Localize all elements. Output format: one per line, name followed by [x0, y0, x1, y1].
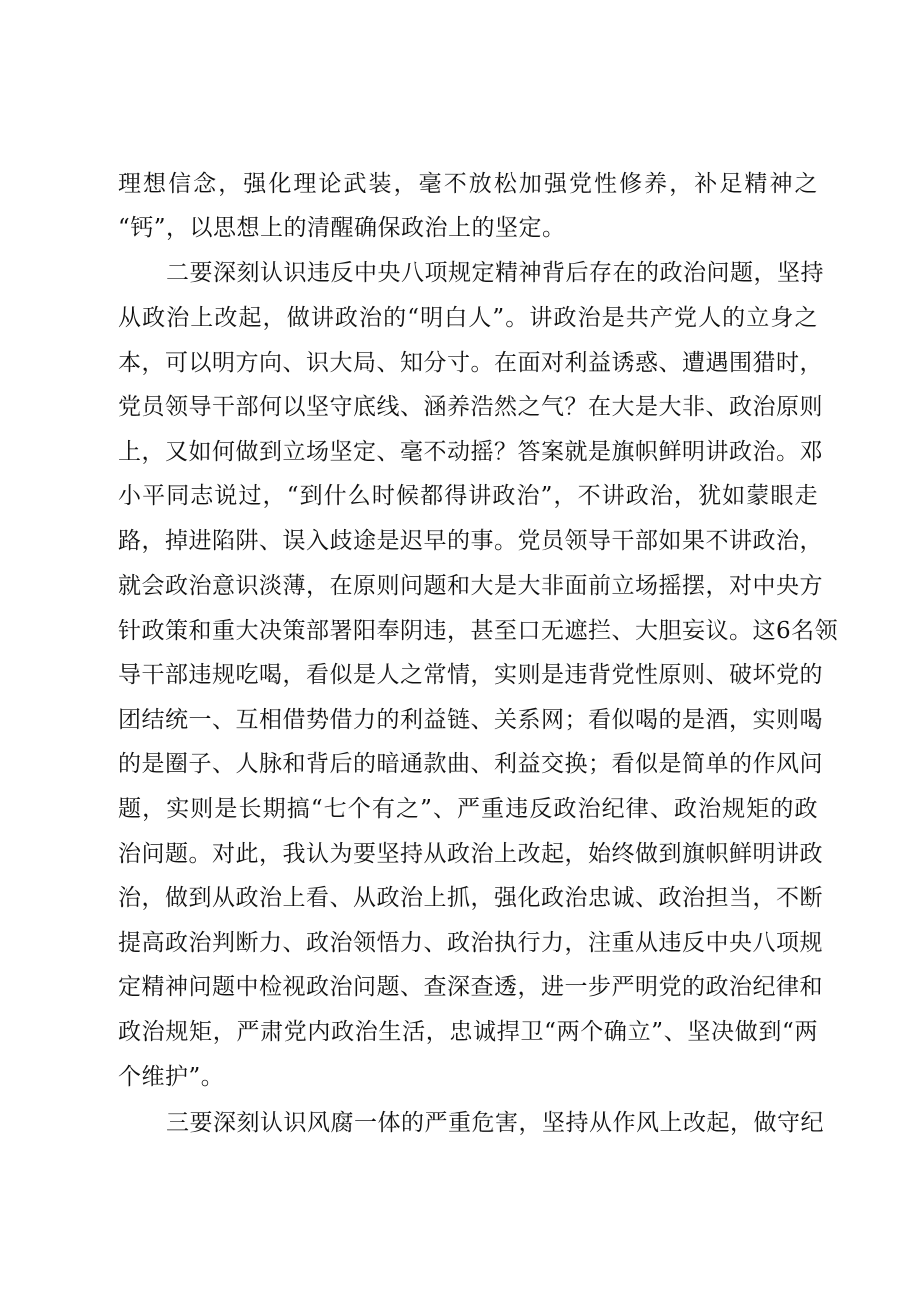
text-line: 本，可以明方向、识大局、知分寸。在面对利益诱惑、遭遇围猎时，	[118, 350, 823, 376]
text-line: 小平同志说过，“到什么时候都得讲政治”，不讲政治，犹如蒙眼走	[118, 483, 818, 509]
text-line: 针政策和重大决策部署阳奉阴违，甚至口无遮拦、大胆妄议。这6名领	[118, 618, 839, 644]
text-line: 提高政治判断力、政治领悟力、政治执行力，注重从违反中央八项规	[118, 930, 823, 956]
text-line: 治，做到从政治上看、从政治上抓，强化政治忠诚、政治担当，不断	[118, 885, 823, 911]
text-line: 治问题。对此，我认为要坚持从政治上改起，始终做到旗帜鲜明讲政	[118, 841, 823, 867]
paragraph-start-line: 三要深刻认识风腐一体的严重危害，坚持从作风上改起，做守纪	[166, 1110, 824, 1136]
paragraph-start-line: 二要深刻认识违反中央八项规定精神背后存在的政治问题，坚持	[166, 260, 824, 286]
text-line: 党员领导干部何以坚守底线、涵养浩然之气？在大是大非、政治原则	[118, 394, 823, 420]
text-line: 从政治上改起，做讲政治的“明白人”。讲政治是共产党人的立身之	[118, 305, 818, 331]
text-line: 题，实则是长期搞“七个有之”、严重违反政治纪律、政治规矩的政	[118, 796, 818, 822]
text-line: 导干部违规吃喝，看似是人之常情，实则是违背党性原则、破坏党的	[118, 662, 823, 688]
text-line: “钙”，以思想上的清醒确保政治上的坚定。	[118, 215, 566, 241]
text-line: 上，又如何做到立场坚定、毫不动摇？答案就是旗帜鲜明讲政治。邓	[118, 439, 823, 465]
text-line: 政治规矩，严肃党内政治生活，忠诚捍卫“两个确立”、坚决做到“两	[118, 1019, 818, 1045]
text-line: 个维护”。	[118, 1064, 225, 1090]
text-line: 的是圈子、人脉和背后的暗通款曲、利益交换；看似是简单的作风问	[118, 751, 823, 777]
text-line: 团结统一、互相借势借力的利益链、关系网；看似喝的是酒，实则喝	[118, 707, 823, 733]
text-line: 路，掉进陷阱、误入歧途是迟早的事。党员领导干部如果不讲政治，	[118, 528, 823, 554]
text-line: 定精神问题中检视政治问题、查深查透，进一步严明党的政治纪律和	[118, 974, 823, 1000]
text-line: 就会政治意识淡薄，在原则问题和大是大非面前立场摇摆，对中央方	[118, 573, 823, 599]
text-line: 理想信念，强化理论武装，毫不放松加强党性修养，补足精神之	[118, 171, 818, 197]
